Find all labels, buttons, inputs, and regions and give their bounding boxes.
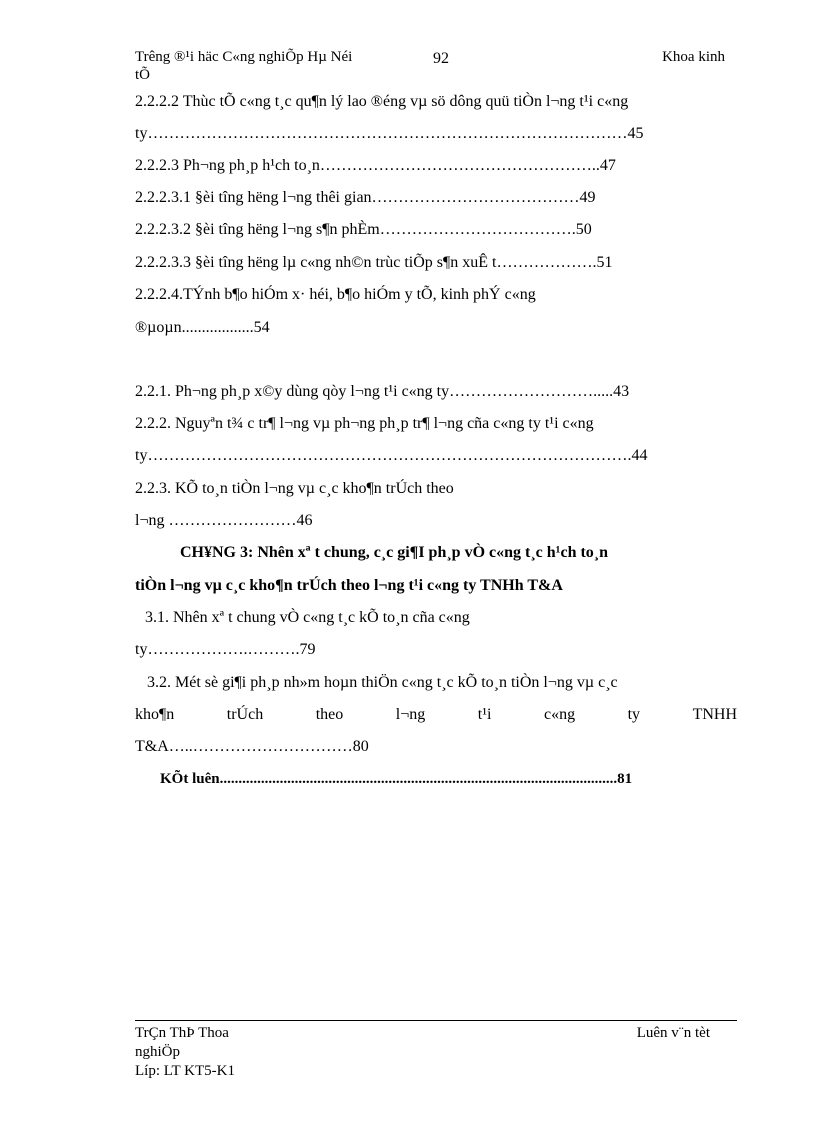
toc-entry-2-2-2-3-2: 2.2.2.3.2 §èi tîng hëng l¬ng s¶n phÈm……………………………….50 bbox=[135, 221, 592, 238]
toc-chapter-3-title: CH¥NG 3: Nhên xª t chung, c¸c gi¶I ph¸p vÒ c«ng t¸c h¹ch to¸n bbox=[180, 544, 609, 561]
toc-entry-2-2-2-2-cont: ty………………………………………………………………………………45 bbox=[135, 125, 644, 142]
toc-conclusion: KÕt luên..........................................................................................................81 bbox=[160, 771, 633, 787]
toc-word: t¹i bbox=[477, 706, 492, 723]
toc-entry-3-2: 3.2. Mét sè gi¶i ph¸p nh»m hoµn thiÖn c«ng t¸c kÕ to¸n tiÒn l¬ng vµ c¸c bbox=[147, 674, 618, 691]
toc-word: ty bbox=[627, 706, 641, 723]
toc-entry-2-2-2: 2.2.2. Nguyªn t¾ c tr¶ l¬ng vµ ph¬ng ph¸p tr¶ l¬ng cña c«ng ty t¹i c«ng bbox=[135, 415, 594, 432]
toc-word: TNHH bbox=[692, 706, 737, 723]
toc-entry-2-2-2-3-3: 2.2.2.3.3 §èi tîng hëng lµ c«ng nh©n trùc tiÕp s¶n xuÊ t……………….51 bbox=[135, 254, 613, 271]
toc-entry-3-2-cont2: T&A…..…………………………80 bbox=[135, 738, 369, 755]
header-school-name: Trêng ®¹i häc C«ng nghiÕp Hµ Néi tÕ bbox=[135, 49, 353, 83]
footer-class: Líp: LT KT5-K1 bbox=[135, 1063, 235, 1079]
toc-entry-2-2-3-cont: l¬ng ……………………46 bbox=[135, 512, 313, 529]
toc-word: l¬ng bbox=[395, 706, 426, 723]
toc-entry-2-2-2-4-cont: ®µoµn..................54 bbox=[135, 319, 270, 336]
toc-chapter-3-title-cont: tiÒn l¬ng vµ c¸c kho¶n trÚch theo l¬ng t¹i c«ng ty TNHh T&A bbox=[135, 577, 563, 594]
footer-thesis-label: Luên v¨n tèt bbox=[636, 1025, 710, 1041]
toc-word: theo bbox=[315, 706, 344, 723]
header-page-number: 92 bbox=[433, 50, 449, 67]
toc-entry-2-2-1: 2.2.1. Ph¬ng ph¸p x©y dùng qòy l¬ng t¹i c«ng ty……………………….....43 bbox=[135, 383, 630, 400]
toc-entry-2-2-2-3-1: 2.2.2.3.1 §èi tîng hëng l¬ng thêi gian…………………………………49 bbox=[135, 189, 596, 206]
footer-author-name-cont: nghiÖp bbox=[135, 1044, 180, 1060]
toc-word: c«ng bbox=[543, 706, 576, 723]
toc-word: kho¶n bbox=[135, 706, 175, 723]
toc-entry-2-2-2-cont: ty……………………………………………………………………………….44 bbox=[135, 447, 648, 464]
toc-entry-3-1-cont: ty……………….……….79 bbox=[135, 641, 316, 658]
toc-entry-2-2-2-3: 2.2.2.3 Ph¬ng ph¸p h¹ch to¸n……………………………………………..47 bbox=[135, 157, 616, 174]
header-faculty: Khoa kinh bbox=[662, 49, 725, 65]
toc-entry-2-2-2-2: 2.2.2.2 Thùc tÕ c«ng t¸c qu¶n lý lao ®éng vµ sö dông quü tiÒn l¬ng t¹i c«ng bbox=[135, 93, 629, 110]
toc-entry-3-2-cont bbox=[135, 704, 737, 726]
footer-divider bbox=[135, 1020, 737, 1021]
toc-entry-2-2-3: 2.2.3. KÕ to¸n tiÒn l¬ng vµ c¸c kho¶n trÚch theo bbox=[135, 480, 454, 497]
toc-word: trÚch bbox=[226, 706, 264, 723]
footer-author-name: TrÇn ThÞ Thoa bbox=[135, 1025, 229, 1041]
footer-author-info bbox=[135, 1024, 235, 1081]
toc-entry-2-2-2-4: 2.2.2.4.TÝnh b¶o hiÓm x· héi, b¶o hiÓm y tÕ, kinh phÝ c«ng bbox=[135, 286, 536, 303]
page-header bbox=[135, 48, 735, 88]
toc-entry-3-1: 3.1. Nhên xª t chung vÒ c«ng t¸c kÕ to¸n cña c«ng bbox=[145, 609, 470, 626]
